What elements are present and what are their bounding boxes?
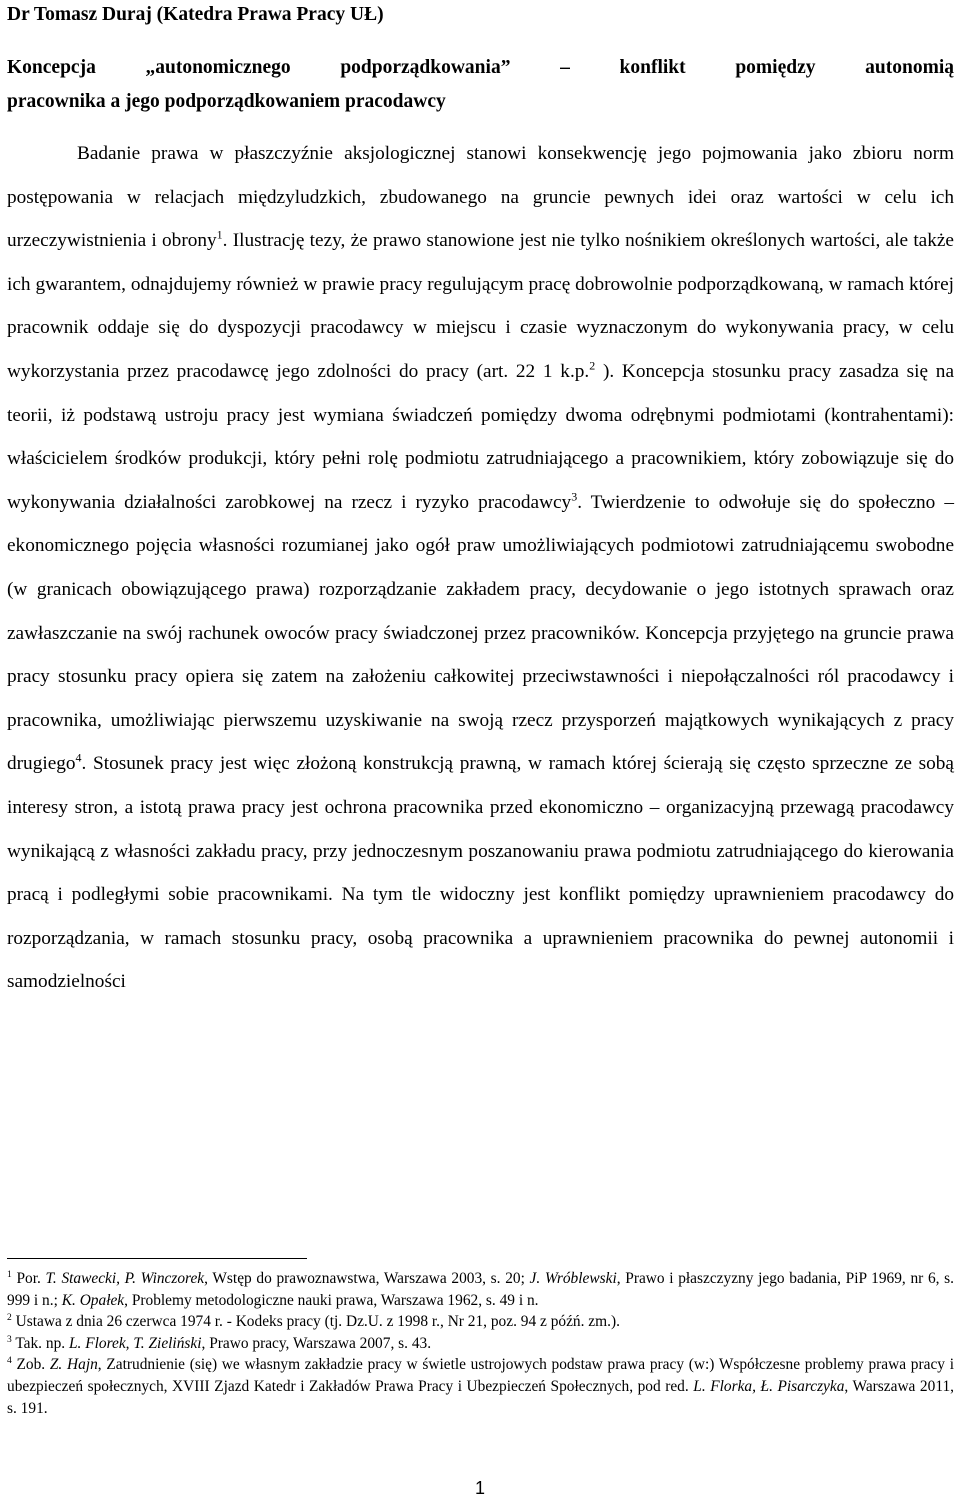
footnote-separator: [7, 1258, 307, 1259]
document-title: [7, 51, 954, 119]
body-text-2: . Ilustrację tezy, że prawo stanowione jest nie tylko nośnikiem określonych wartości, ale także ich gwarantem, odnajdujemy również w prawie pracy regulującym pracę dobrowolnie podporządkowaną, w ramach której pracownik oddaje się do dyspozycji pracodawcy w miejscu i czasie wyznaczonym do wykonywania pracy, w celu wykorzystania przez pracodawcę jego zdolności do pracy (art. 22 1 k.p.: [7, 230, 954, 382]
footnote-ref-1: 1: [216, 227, 223, 242]
footnote-number: 1: [7, 1268, 12, 1280]
footnote-1: [7, 1268, 954, 1311]
footnote-number: 3: [7, 1333, 12, 1345]
footnote-text: Por.: [11, 1270, 46, 1287]
footnote-number: 4: [7, 1355, 12, 1367]
footnote-text: , Prawo i płaszczyzny jego badania, PiP 1969, nr 6, s. 999 i n.;: [7, 1270, 954, 1309]
footnote-author: K. Opałek: [61, 1291, 125, 1309]
footnote-text: , Warszawa 2011, s. 191.: [7, 1377, 954, 1417]
author-header: Dr Tomasz Duraj (Katedra Prawa Pracy UŁ): [7, 4, 384, 25]
body-text-1: Badanie prawa w płaszczyźnie aksjologicznej stanowi konsekwencję jego pojmowania jako zbioru norm postępowania w relacjach międzyludzkich, zbudowanego na gruncie pewnych idei oraz wartości w celu ich urzeczywistnienia i obrony: [7, 143, 954, 252]
footnotes: [7, 1268, 954, 1419]
footnote-number: 2: [7, 1312, 12, 1324]
page-number: 1: [474, 1478, 485, 1498]
footnote-text: , Problemy metodologiczne nauki prawa, Warszawa 1962, s. 49 i n.: [124, 1291, 539, 1309]
footnote-text: , Zatrudnienie (się) we własnym zakładzie pracy w świetle ustrojowych podstaw prawa pracy (w:) Współczesne problemy prawa pracy i ubezpieczeń społecznych, XVIII Zjazd Katedr i Zakładów Prawa Pracy i Ubezpieczeń Społecznych, pod red.: [7, 1356, 954, 1395]
footnote-author: J. Wróblewski: [529, 1270, 617, 1287]
footnote-author: L. Florka, Ł. Pisarczyka: [693, 1377, 845, 1395]
body-text-4: . Twierdzenie to odwołuje się do społeczno – ekonomicznego pojęcia własności rozumianej jako ogół praw umożliwiających podmiotowi zatrudniającemu swobodne (w granicach obowiązującego prawa) rozporządzanie zakładem pracy, decydowanie o jego istotnych sprawach oraz zawłaszczanie na swój rachunek owoców pracy świadczonej przez pracowników. Koncepcja przyjętego na gruncie prawa pracy stosunku pracy opiera się zatem na założeniu całkowitej przeciwstawności i niepołączalności ról pracodawcy i pracownika, umożliwiając pierwszemu uzyskiwanie na swoją rzecz przysporzeń majątkowych wynikających z pracy drugiego: [7, 491, 954, 775]
footnote-4: [7, 1354, 954, 1419]
footnote-text: Tak. np.: [11, 1334, 69, 1352]
footnote-author: T. Stawecki, P. Winczorek: [45, 1270, 205, 1287]
title-line-1: Koncepcja „autonomicznego podporządkowania” – konflikt pomiędzy autonomią: [7, 57, 954, 78]
body-text-5: . Stosunek pracy jest więc złożoną konstrukcją prawną, w ramach której ścierają się często sprzeczne ze sobą interesy stron, a istotą prawa pracy jest ochrona pracownika przed ekonomiczno – organizacyjną przewagą pracodawcy wynikającą z własności zakładu pracy, przy jednoczesnym poszanowaniu prawa podmiotu zatrudniającego do kierowania pracą i podległymi sobie pracownikami. Na tym tle widoczny jest konflikt pomiędzy uprawnieniem pracodawcy do rozporządzania, w ramach stosunku pracy, osobą pracownika a uprawnieniem pracownika do pewnej autonomii i samodzielności: [7, 753, 954, 993]
title-line-2: pracownika a jego podporządkowaniem pracodawcy: [7, 91, 446, 112]
footnote-text: , Wstęp do prawoznawstwa, Warszawa 2003, s. 20;: [204, 1270, 530, 1287]
footnote-ref-3: 3: [571, 489, 578, 504]
footnote-ref-4: 4: [75, 750, 82, 765]
footnote-3: [7, 1333, 954, 1355]
body-text-3: ). Koncepcja stosunku pracy zasadza się na teorii, iż podstawą ustroju pracy jest wymiana świadczeń pomiędzy dwoma odrębnymi podmiotami (kontrahentami): właścicielem środków produkcji, który pełni rolę podmiotu zatrudniającego a pracownikiem, który zobowiązuje się do wykonywania działalności zarobkowej na rzecz i ryzyko pracodawcy: [7, 360, 955, 513]
footnote-text: Zob.: [11, 1356, 50, 1374]
footnote-ref-2: 2: [589, 358, 596, 373]
footnote-author: L. Florek, T. Zieliński: [68, 1334, 202, 1352]
footnote-text: , Prawo pracy, Warszawa 2007, s. 43.: [201, 1334, 432, 1352]
footnote-2: [7, 1311, 954, 1333]
footnote-text: Ustawa z dnia 26 czerwca 1974 r. - Kodeks pracy (tj. Dz.U. z 1998 r., Nr 21, poz. 94 z późń. zm.).: [11, 1313, 620, 1331]
footnote-author: Z. Hajn: [49, 1356, 98, 1374]
body-paragraph: [7, 132, 954, 1004]
